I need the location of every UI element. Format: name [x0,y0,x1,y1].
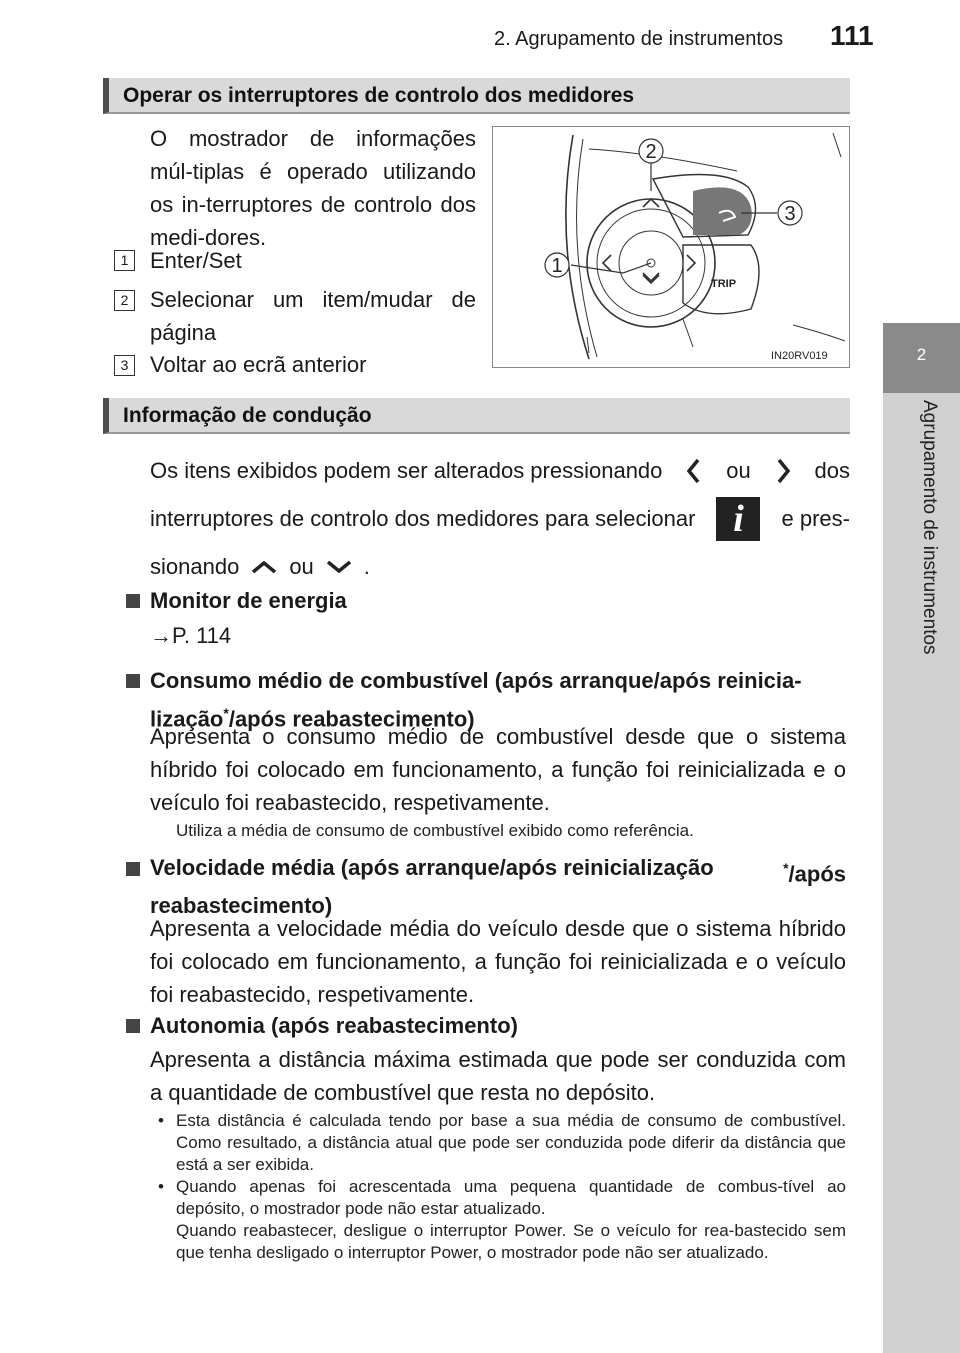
range-title: Autonomia (após reabastecimento) [150,1013,518,1038]
section-heading-switches [103,78,850,114]
item-number: 1 [114,250,135,271]
section-heading-text: Operar os interruptores de controlo dos medidores [123,84,635,107]
range-note-text: Esta distância é calculada tendo por base a sua média de consumo de combustível. Como resultado, a distância atual que pode ser conduzida pode diferir da distância que está a ser exibida. [176,1111,846,1174]
asterisk: * [223,705,229,721]
range-note [158,1110,846,1176]
speed-title-line [150,852,846,890]
range-note [158,1220,846,1264]
steering-switch-figure [492,126,850,368]
chapter-number: 2 [916,345,927,364]
trip-label: TRIP [711,278,737,290]
bullet-dot: • [158,1177,164,1196]
item-text-enter-set: Enter/Set [150,248,242,273]
energy-monitor-ref: →P. 114 [150,623,232,648]
switches-intro: O mostrador de informações múl-tiplas é operado utilizando os in-terruptores de controlo dos medi-dores. [150,126,476,250]
fuel-title-line: Consumo médio de combustível (após arranque/após reinicia- [150,668,802,693]
driving-info-intro [150,448,850,590]
range-note-text: Quando apenas foi acrescentada uma pequena quantidade de combus-tível ao depósito, o mostrador pode não estar atualizado. [176,1177,846,1218]
intro-text: . [363,554,370,579]
fuel-consumption-body: Apresenta o consumo médio de combustível desde que o sistema híbrido foi colocado em funcionamento, a função foi reinicializada e o veículo foi reabastecido, respetivamente. [150,724,846,815]
fuel-title-part: /após reabastecimento) [228,706,475,732]
chevron-left-icon [684,456,704,486]
callout-2: 2 [645,141,657,163]
info-icon: i [716,497,760,541]
item-text-select: Selecionar um item/mudar de página [150,287,476,345]
intro-text: e pres- [781,506,850,531]
bullet-square [126,594,140,608]
bullet-dot: • [158,1111,164,1130]
intro-text: ou [726,458,751,483]
bullet-square [126,862,140,876]
range-body: Apresenta a distância máxima estimada que pode ser conduzida com a quantidade de combustível que resta no depósito. [150,1047,846,1105]
fuel-consumption-note: Utiliza a média de consumo de combustível exibido como referência. [176,821,694,840]
bullet-square [126,674,140,688]
speed-title-line: reabastecimento) [150,893,333,919]
item-text-back: Voltar ao ecrã anterior [150,352,367,377]
bullet-square [126,1019,140,1033]
intro-text: interruptores de controlo dos medidores para selecionar [150,506,696,531]
fuel-title-part: lização [150,706,224,732]
steering-switch-illustration [493,127,849,367]
item-number: 3 [114,355,135,376]
item-number: 2 [114,290,135,311]
callout-3: 3 [784,203,796,225]
speed-title-part: Velocidade média (após arranque/após reinicialização [150,855,714,880]
asterisk: * [783,860,789,876]
callout-1: 1 [551,255,563,277]
range-notes [158,1110,846,1264]
average-speed-body: Apresenta a velocidade média do veículo desde que o sistema híbrido foi colocado em funcionamento, a função foi reinicializada e o veículo foi reabastecido, respetivamente. [150,916,846,1007]
chevron-right-icon [773,456,793,486]
chevron-up-icon [249,557,279,577]
intro-text: Os itens exibidos podem ser alterados pressionando [150,458,663,483]
range-note [158,1176,846,1220]
section-heading-driving-info [103,398,850,434]
speed-title-part: /após [788,861,846,887]
running-header-title: 2. Agrupamento de instrumentos [494,28,784,50]
range-note-text: Quando reabastecer, desligue o interruptor Power. Se o veículo for rea-bastecido sem que tenha desligado o interruptor Power, o mostrador pode não ser atualizado. [176,1221,846,1262]
chevron-down-icon [324,557,354,577]
intro-text: dos [814,458,850,483]
energy-monitor-title: Monitor de energia [150,588,347,613]
figure-code: IN20RV019 [771,350,828,362]
page-number: 111 [830,20,874,51]
section-heading-text: Informação de condução [123,404,372,427]
intro-text: ou [289,554,314,579]
intro-text: sionando [150,554,240,579]
chapter-title-vertical: Agrupamento de instrumentos [919,400,940,655]
